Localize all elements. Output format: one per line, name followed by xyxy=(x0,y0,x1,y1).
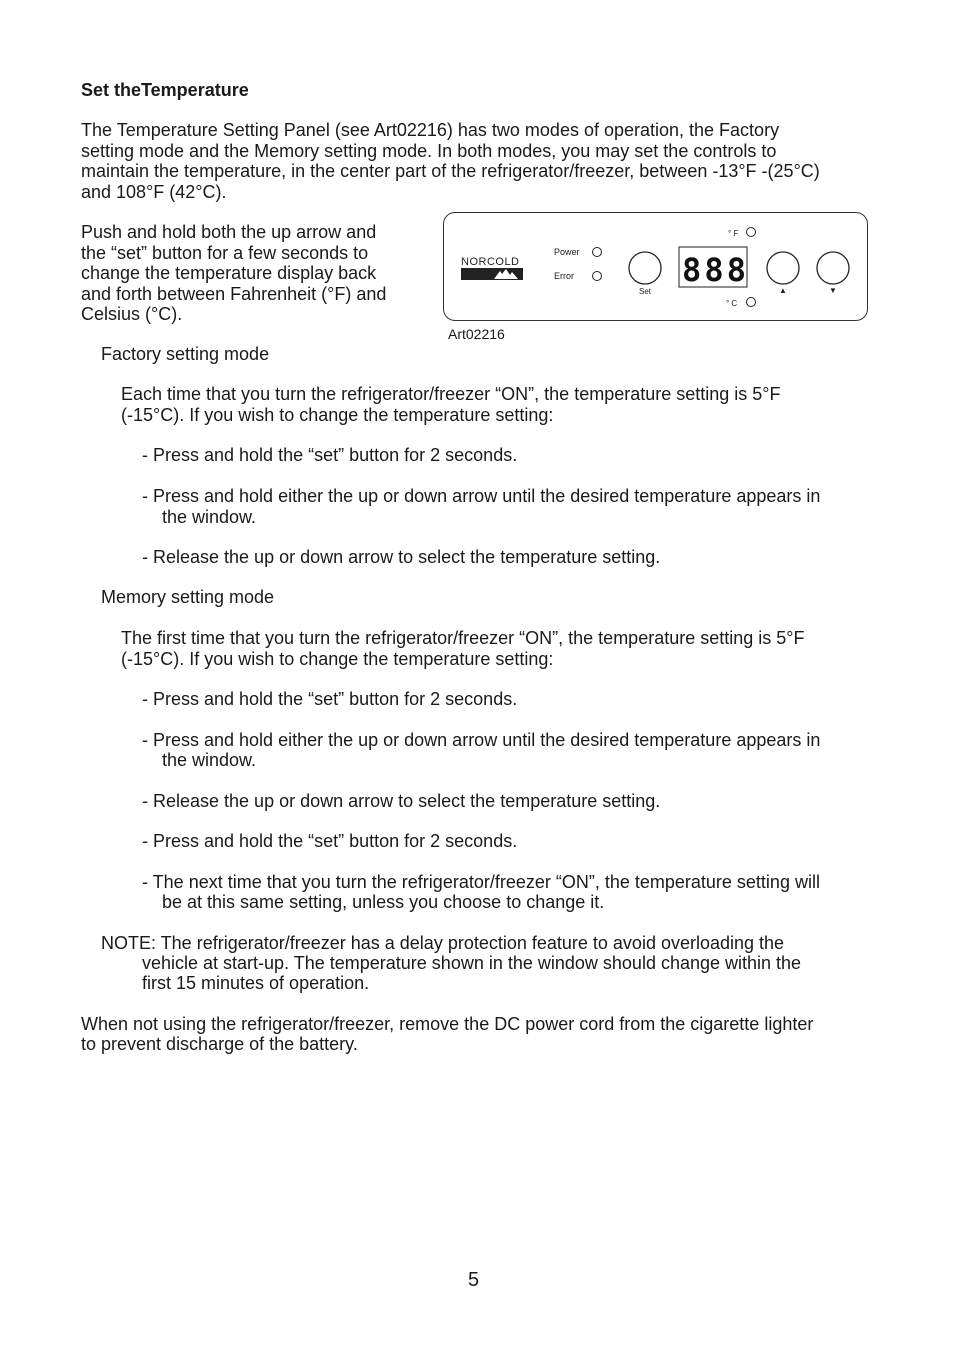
fahrenheit-indicator-led xyxy=(747,228,756,237)
intro-line-2: setting mode and the Memory setting mode. In both modes, you may set the controls to xyxy=(81,140,777,161)
factory-para-line-1: Each time that you turn the refrigerator/freezer “ON”, the temperature setting is 5°F xyxy=(121,384,781,404)
closing-line-2: to prevent discharge of the battery. xyxy=(81,1034,358,1054)
down-arrow-button[interactable] xyxy=(817,252,849,284)
celsius-indicator-led xyxy=(747,298,756,307)
closing-line-1: When not using the refrigerator/freezer, remove the DC power cord from the cigarette lighter xyxy=(81,1014,814,1034)
intro-line-3: maintain the temperature, in the center part of the refrigerator/freezer, between -13°F -(25°C) xyxy=(81,161,820,181)
memory-step-5-cont: be at this same setting, unless you choose to change it. xyxy=(162,892,605,912)
power-indicator-led xyxy=(593,248,602,257)
memory-step-5: - The next time that you turn the refrigerator/freezer “ON”, the temperature setting will xyxy=(142,872,820,892)
factory-step-2: - Press and hold either the up or down arrow until the desired temperature appears in xyxy=(142,486,821,506)
error-label: Error xyxy=(554,271,574,281)
memory-step-3: - Release the up or down arrow to select the temperature setting. xyxy=(142,791,661,811)
norcold-logo xyxy=(461,256,523,280)
memory-step-2: - Press and hold either the up or down arrow until the desired temperature appears in xyxy=(142,730,821,750)
error-indicator-led xyxy=(593,272,602,281)
factory-step-1: - Press and hold the “set” button for 2 seconds. xyxy=(142,445,518,465)
toggle-line-1: Push and hold both the up arrow and xyxy=(81,222,377,242)
note-line-2: vehicle at start-up. The temperature shown in the window should change within the xyxy=(142,953,802,973)
set-button[interactable] xyxy=(629,252,661,284)
toggle-line-2: the “set” button for a few seconds to xyxy=(81,242,369,263)
fahrenheit-label: ° F xyxy=(728,229,739,238)
factory-step-3: - Release the up or down arrow to select the temperature setting. xyxy=(142,547,661,567)
intro-line-1: The Temperature Setting Panel (see Art02216) has two modes of operation, the Factory xyxy=(81,120,780,140)
section-heading: Set theTemperature xyxy=(81,80,249,100)
up-arrow-icon: ▲ xyxy=(779,286,787,295)
set-button-label: Set xyxy=(639,287,652,296)
note-line-3: first 15 minutes of operation. xyxy=(142,973,370,993)
up-arrow-button[interactable] xyxy=(767,252,799,284)
down-arrow-icon: ▼ xyxy=(829,286,837,295)
celsius-label: ° C xyxy=(726,299,738,308)
memory-step-2-cont: the window. xyxy=(162,750,257,770)
toggle-line-5: Celsius (°C). xyxy=(81,304,183,324)
temperature-display-digits: 888 xyxy=(682,251,744,289)
memory-para-line-2: (-15°C). If you wish to change the temperature setting: xyxy=(121,648,554,669)
art-caption: Art02216 xyxy=(448,326,505,342)
note-line-1: NOTE: The refrigerator/freezer has a delay protection feature to avoid overloading the xyxy=(101,933,785,953)
page-number: 5 xyxy=(468,1269,480,1291)
factory-mode-title: Factory setting mode xyxy=(101,344,270,364)
memory-mode-title: Memory setting mode xyxy=(101,587,275,607)
memory-para-line-1: The first time that you turn the refrigerator/freezer “ON”, the temperature setting is 5°F xyxy=(121,628,805,648)
power-label: Power xyxy=(554,247,580,257)
toggle-line-3: change the temperature display back xyxy=(81,263,377,283)
memory-step-1: - Press and hold the “set” button for 2 seconds. xyxy=(142,689,518,709)
memory-step-4: - Press and hold the “set” button for 2 seconds. xyxy=(142,831,518,851)
temperature-setting-panel xyxy=(443,212,868,321)
intro-line-4: and 108°F (42°C). xyxy=(81,181,227,202)
factory-step-2-cont: the window. xyxy=(162,506,257,527)
svg-text:NORCOLD: NORCOLD xyxy=(461,256,520,268)
toggle-line-4: and forth between Fahrenheit (°F) and xyxy=(81,283,387,304)
factory-para-line-2: (-15°C). If you wish to change the temperature setting: xyxy=(121,404,554,425)
